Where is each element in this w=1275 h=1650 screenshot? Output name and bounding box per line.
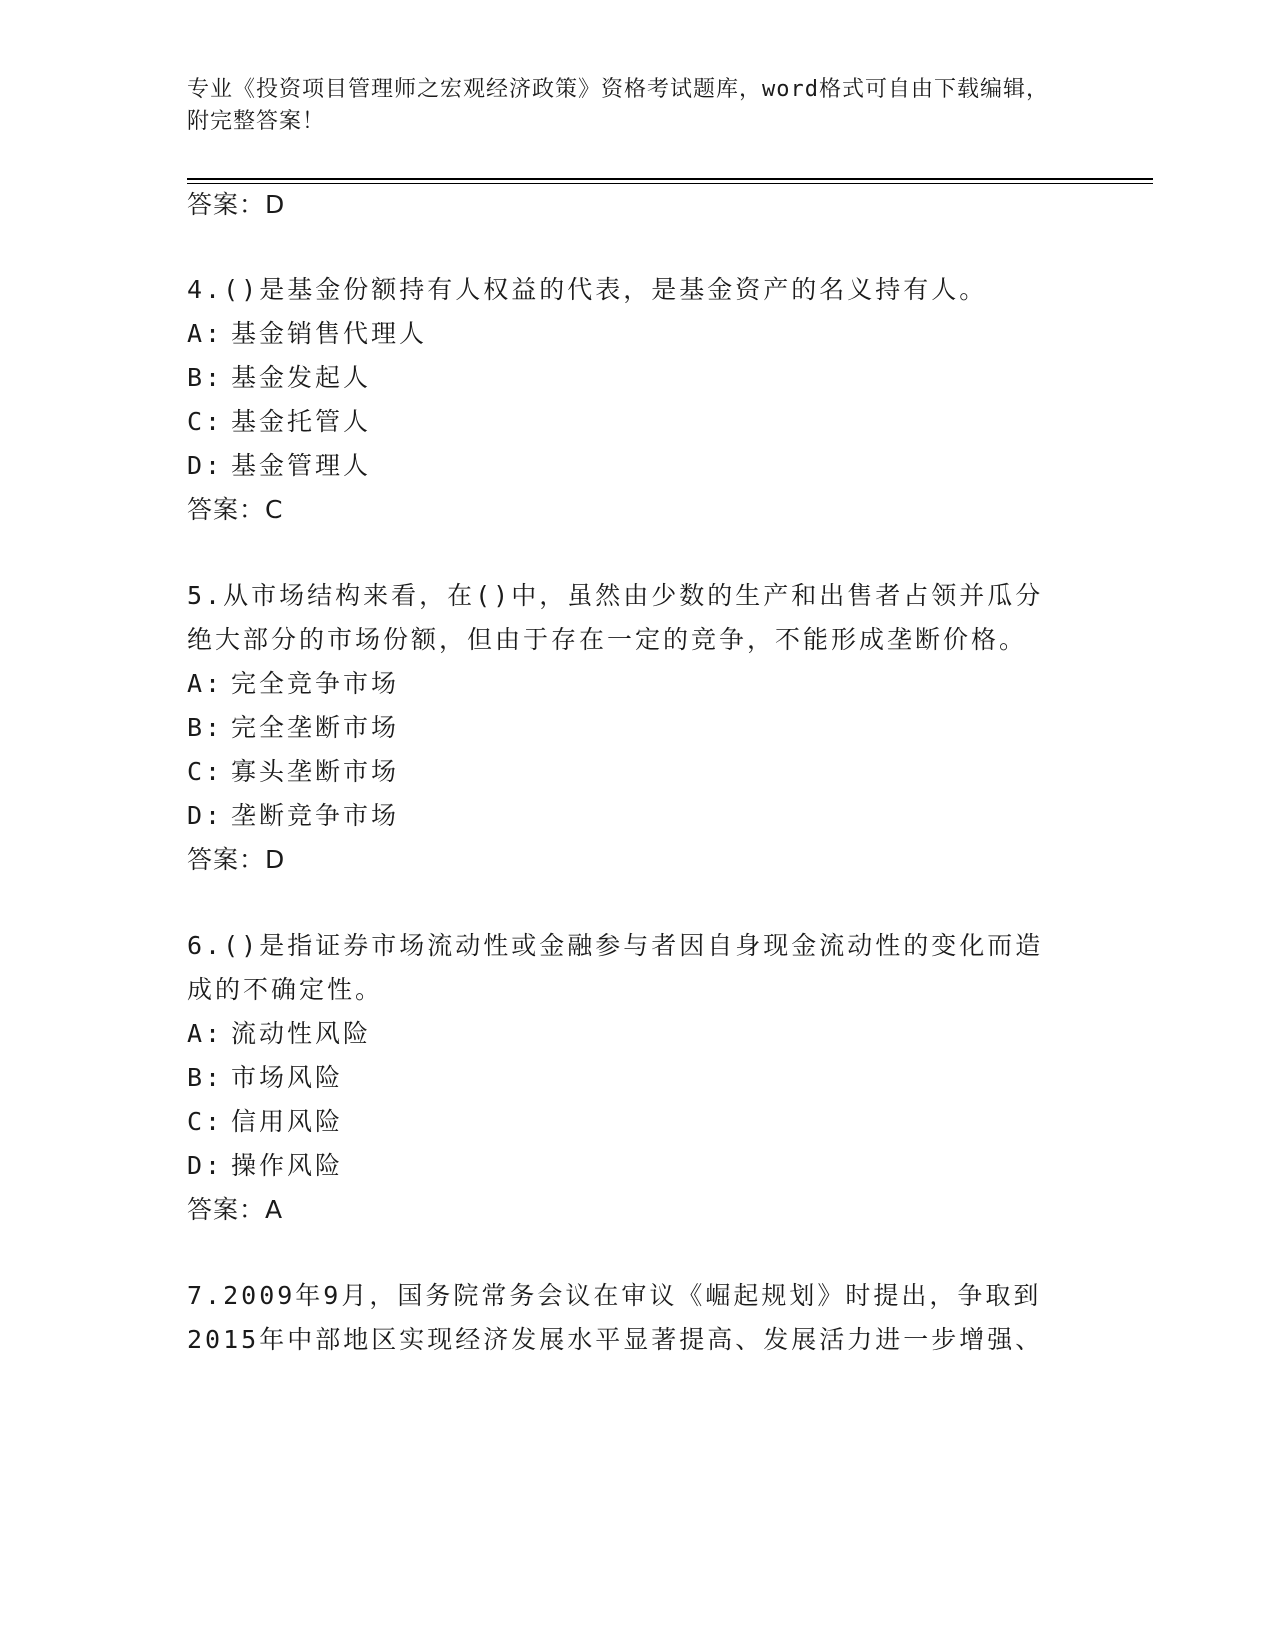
answer-line: [187, 1194, 283, 1226]
option-text: 完全竞争市场: [231, 669, 400, 698]
option-key: B:: [187, 713, 224, 742]
answer-label: 答案：: [187, 1195, 266, 1224]
option-key: A:: [187, 1019, 224, 1048]
question-text: 6.()是指证券市场流动性或金融参与者因自身现金流动性的变化而造: [187, 931, 1044, 960]
question-text: 2015年中部地区实现经济发展水平显著提高、发展活力进一步增强、: [187, 1325, 1044, 1354]
option-text: 垄断竞争市场: [231, 801, 400, 830]
option-key: C:: [187, 407, 224, 436]
option-text: 寡头垄断市场: [231, 757, 400, 786]
option-text: 基金管理人: [231, 451, 372, 480]
option-key: A:: [187, 669, 224, 698]
answer-line: [187, 844, 285, 876]
option-b: [187, 362, 371, 394]
option-d: [187, 450, 371, 482]
option-text: 操作风险: [231, 1151, 344, 1180]
answer-value: D: [265, 845, 286, 874]
option-text: 基金发起人: [231, 363, 372, 392]
option-text: 基金托管人: [231, 407, 372, 436]
answer-label: 答案：: [187, 495, 266, 524]
answer-label: 答案：: [187, 190, 266, 219]
option-key: B:: [187, 363, 224, 392]
option-text: 信用风险: [231, 1107, 344, 1136]
option-key: D:: [187, 451, 224, 480]
option-key: D:: [187, 1151, 224, 1180]
question-text: 成的不确定性。: [187, 975, 384, 1004]
option-key: C:: [187, 1107, 224, 1136]
answer-value: A: [265, 1195, 284, 1224]
question-text: 5.从市场结构来看，在()中，虽然由少数的生产和出售者占领并瓜分: [187, 581, 1044, 610]
option-text: 基金销售代理人: [231, 319, 428, 348]
option-text: 流动性风险: [231, 1019, 372, 1048]
answer-value: C: [265, 495, 284, 524]
option-c: [187, 756, 399, 788]
option-key: A:: [187, 319, 224, 348]
option-c: [187, 406, 371, 438]
question-text: 绝大部分的市场份额，但由于存在一定的竞争，不能形成垄断价格。: [187, 625, 1028, 654]
option-d: [187, 800, 399, 832]
option-d: [187, 1150, 343, 1182]
header-rule-thick: [187, 178, 1153, 180]
option-a: [187, 318, 427, 350]
answer-line: [187, 494, 283, 526]
question-text: 7.2009年9月，国务院常务会议在审议《崛起规划》时提出，争取到: [187, 1281, 1042, 1310]
option-b: [187, 1062, 343, 1094]
option-a: [187, 668, 399, 700]
option-a: [187, 1018, 371, 1050]
answer-label: 答案：: [187, 845, 266, 874]
option-text: 完全垄断市场: [231, 713, 400, 742]
option-key: D:: [187, 801, 224, 830]
answer-value: D: [265, 190, 286, 219]
answer-line: [187, 189, 285, 221]
header-rule-thin: [187, 183, 1153, 184]
document-header: 专业《投资项目管理师之宏观经济政策》资格考试题库，word格式可自由下载编辑，附完整答案！: [187, 77, 1049, 134]
option-key: C:: [187, 757, 224, 786]
option-key: B:: [187, 1063, 224, 1092]
option-b: [187, 712, 399, 744]
option-c: [187, 1106, 343, 1138]
question-text: 4.()是基金份额持有人权益的代表，是基金资产的名义持有人。: [187, 275, 988, 304]
option-text: 市场风险: [231, 1063, 344, 1092]
